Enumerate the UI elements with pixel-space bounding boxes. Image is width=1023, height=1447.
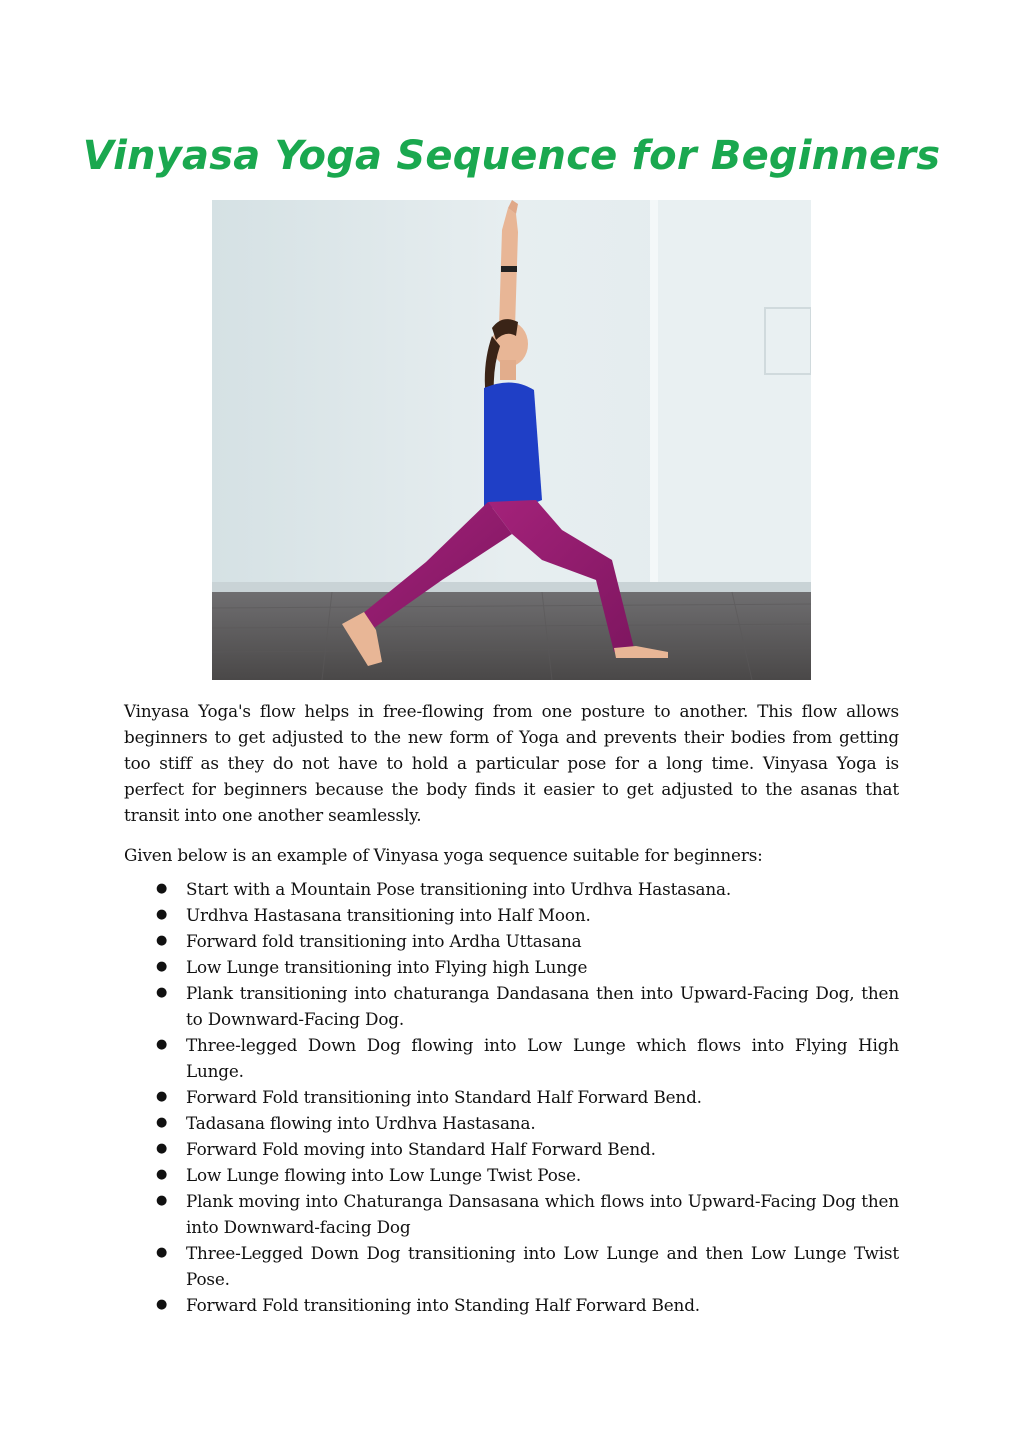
bullet-icon: ● xyxy=(156,881,168,896)
list-item: ● Forward Fold transitioning into Standing Half Forward Bend. xyxy=(124,1292,899,1318)
intro-paragraph: Vinyasa Yoga's flow helps in free-flowing from one posture to another. This flow allows beginners to get adjusted to the new form of Yoga and prevents their bodies from getting too stiff as they do not have to hold a particular pose for a long time. Vinyasa Yoga is perfect for beginners because the body finds it easier to get adjusted to the asanas that transit into one another seamlessly. xyxy=(124,701,899,825)
list-item: ● Forward Fold moving into Standard Half Forward Bend. xyxy=(124,1136,899,1162)
list-intro: Given below is an example of Vinyasa yoga sequence suitable for beginners: xyxy=(124,845,763,865)
bullet-icon: ● xyxy=(156,1245,168,1260)
list-item: ● Three-legged Down Dog flowing into Low Lunge which flows into Flying High Lunge. xyxy=(124,1032,899,1084)
list-item: ● Plank transitioning into chaturanga Dandasana then into Upward-Facing Dog, then to Downward-Facing Dog. xyxy=(124,980,899,1032)
list-item: ● Tadasana flowing into Urdhva Hastasana. xyxy=(124,1110,899,1136)
list-item: ● Forward Fold transitioning into Standard Half Forward Bend. xyxy=(124,1084,899,1110)
bullet-icon: ● xyxy=(156,985,168,1000)
sequence-list xyxy=(124,876,899,1318)
list-item: ● Start with a Mountain Pose transitioning into Urdhva Hastasana. xyxy=(124,876,899,902)
list-item: ● Low Lunge transitioning into Flying high Lunge xyxy=(124,954,899,980)
bullet-icon: ● xyxy=(156,1193,168,1208)
bullet-icon: ● xyxy=(156,907,168,922)
bullet-icon: ● xyxy=(156,1115,168,1130)
bullet-icon: ● xyxy=(156,959,168,974)
bullet-icon: ● xyxy=(156,1167,168,1182)
article-body xyxy=(124,698,899,1318)
list-item: ● Three-Legged Down Dog transitioning into Low Lunge and then Low Lunge Twist Pose. xyxy=(124,1240,899,1292)
list-item: ● Forward fold transitioning into Ardha Uttasana xyxy=(124,928,899,954)
bullet-icon: ● xyxy=(156,1297,168,1312)
bullet-icon: ● xyxy=(156,1141,168,1156)
bullet-icon: ● xyxy=(156,933,168,948)
list-item: ● Plank moving into Chaturanga Dansasana which flows into Upward-Facing Dog then into Downward-facing Dog xyxy=(124,1188,899,1240)
yoga-pose-photo xyxy=(212,200,811,680)
list-item: ● Low Lunge flowing into Low Lunge Twist Pose. xyxy=(124,1162,899,1188)
bullet-icon: ● xyxy=(156,1037,168,1052)
list-item: ● Urdhva Hastasana transitioning into Half Moon. xyxy=(124,902,899,928)
bullet-icon: ● xyxy=(156,1089,168,1104)
page-title: Vinyasa Yoga Sequence for Beginners xyxy=(82,133,941,179)
